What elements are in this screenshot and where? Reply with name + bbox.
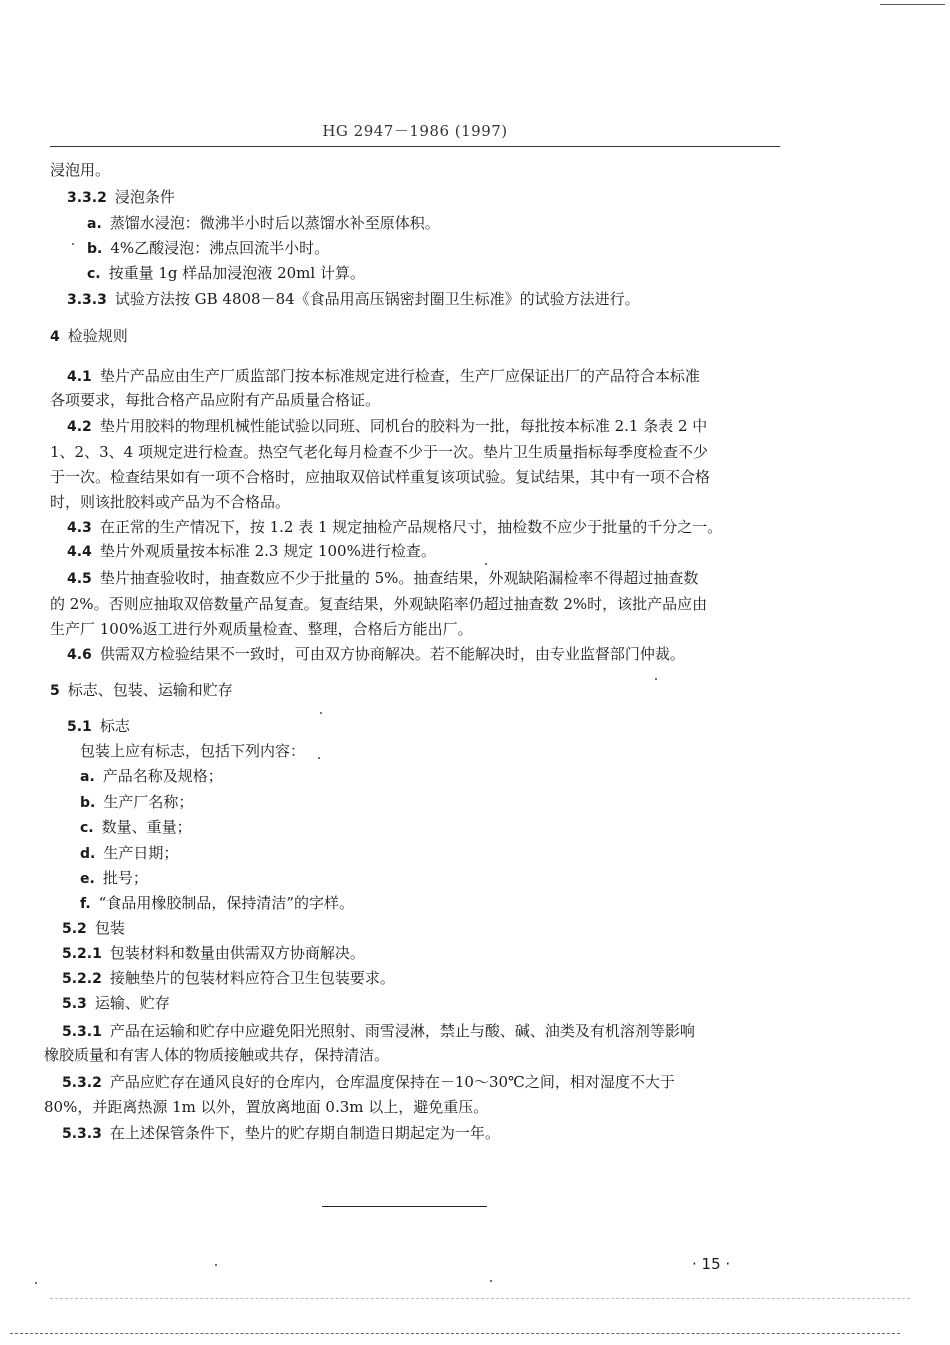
clause-number: 5.3 (62, 996, 87, 1012)
item-text: 按重量 1g 样品加浸泡液 20ml 计算。 (108, 264, 365, 282)
line-text: 橡胶质量和有害人体的物质接触或共存，保持清洁。 (44, 1046, 390, 1064)
clause-text: 在上述保管条件下，垫片的贮存期自制造日期起定为一年。 (109, 1124, 500, 1142)
item-text: 蒸馏水浸泡：微沸半小时后以蒸馏水补至原体积。 (109, 214, 440, 232)
line-text: 80%，并距离热源 1m 以外，置放离地面 0.3m 以上，避免重压。 (44, 1098, 489, 1116)
line-text: 于一次。检查结果如有一项不合格时，应抽取双倍试样重复该项试验。复试结果，其中有一项不合格 (50, 468, 711, 486)
clause-number: 4.3 (67, 520, 92, 536)
clause-number: 4.6 (67, 647, 92, 663)
scan-artifact (35, 1282, 37, 1284)
clause-text: 标志 (99, 717, 130, 735)
text-line (44, 1097, 488, 1117)
clause-4-4 (67, 541, 436, 562)
line-text: 1、2、3、4 项规定进行检查。热空气老化每月检查不少于一次。垫片卫生质量指标每季度检查不少 (50, 443, 708, 461)
clause-text: 运输、贮存 (94, 994, 170, 1012)
scan-artifact (72, 243, 74, 245)
text-line (50, 160, 110, 180)
line-text: 浸泡用。 (50, 161, 111, 179)
scan-artifact (880, 4, 945, 5)
list-item-f (80, 893, 354, 914)
item-text: 批号； (102, 869, 148, 887)
page-number: · 15 · (692, 1255, 731, 1273)
list-item-c (87, 263, 365, 284)
item-letter: a. (87, 216, 102, 232)
item-letter: b. (80, 795, 96, 811)
clause-number: 5.2 (62, 921, 87, 937)
list-item-a (87, 213, 440, 234)
scan-artifact (320, 712, 322, 714)
clause-number: 5.1 (67, 719, 92, 735)
section-number: 5 (50, 683, 60, 699)
section-title: 标志、包装、运输和贮存 (67, 681, 233, 699)
clause-text: 产品在运输和贮存中应避免阳光照射、雨雪浸淋，禁止与酸、碱、油类及有机溶剂等影响 (109, 1022, 695, 1040)
header-rule (50, 146, 780, 147)
clause-5-2-1 (62, 943, 365, 964)
scan-artifact (215, 1264, 217, 1266)
item-letter: d. (80, 846, 96, 862)
clause-text: 产品应贮存在通风良好的仓库内，仓库温度保持在－10～30℃之间，相对湿度不大于 (109, 1073, 675, 1091)
clause-5-1 (67, 716, 130, 737)
item-letter: f. (80, 896, 91, 912)
clause-text: 接触垫片的包装材料应符合卫生包装要求。 (109, 969, 395, 987)
clause-text: 试验方法按 GB 4808－84《食品用高压锅密封圈卫生标准》的试验方法进行。 (114, 290, 640, 308)
item-letter: a. (80, 769, 95, 785)
item-letter: b. (87, 241, 103, 257)
text-line (44, 1045, 389, 1065)
text-line (50, 619, 473, 639)
clause-5-3-2 (62, 1072, 675, 1093)
list-item-a (80, 766, 223, 787)
item-text: 生产日期； (103, 844, 179, 862)
clause-5-2-2 (62, 968, 395, 989)
clause-number: 3.3.3 (67, 292, 107, 308)
line-text: 包装上应有标志，包括下列内容： (80, 742, 306, 760)
clause-3-3-2 (67, 187, 175, 208)
item-text: 数量、重量； (101, 818, 192, 836)
scan-artifact (655, 678, 657, 680)
text-line (50, 390, 380, 410)
clause-5-3 (62, 993, 170, 1014)
line-text: 生产厂 100%返工进行外观质量检查、整理，合格后方能出厂。 (50, 620, 473, 638)
item-letter: c. (87, 266, 101, 282)
scan-artifact (50, 1298, 910, 1299)
clause-5-3-3 (62, 1123, 500, 1144)
clause-text: 垫片抽查验收时，抽查数应不少于批量的 5%。抽查结果，外观缺陷漏检率不得超过抽查数 (99, 569, 699, 587)
clause-4-1 (67, 366, 700, 387)
clause-number: 5.2.1 (62, 946, 102, 962)
text-line (50, 467, 710, 487)
clause-number: 5.2.2 (62, 971, 102, 987)
clause-text: 包装 (94, 919, 125, 937)
clause-4-5 (67, 568, 698, 589)
clause-number: 5.3.1 (62, 1024, 102, 1040)
clause-text: 浸泡条件 (114, 188, 175, 206)
list-item-c (80, 817, 192, 838)
section-number: 4 (50, 329, 60, 345)
scan-artifact (10, 1333, 900, 1334)
item-letter: c. (80, 820, 94, 836)
list-item-b (80, 792, 193, 813)
text-line (50, 442, 708, 462)
clause-number: 4.4 (67, 544, 92, 560)
section-title: 检验规则 (67, 327, 128, 345)
list-item-d (80, 843, 178, 864)
item-text: “食品用橡胶制品，保持清洁”的字样。 (98, 894, 354, 912)
clause-number: 5.3.3 (62, 1126, 102, 1142)
list-item-b (87, 238, 329, 259)
section-5-heading (50, 680, 233, 701)
end-of-text-rule (322, 1206, 487, 1207)
clause-number: 4.5 (67, 571, 92, 587)
standard-code-header: HG 2947－1986 (1997) (322, 122, 508, 140)
clause-number: 5.3.2 (62, 1075, 102, 1091)
line-text: 各项要求，每批合格产品应附有产品质量合格证。 (50, 391, 381, 409)
item-text: 产品名称及规格； (102, 767, 223, 785)
clause-number: 3.3.2 (67, 190, 107, 206)
line-text: 的 2%。否则应抽取双倍数量产品复查。复查结果，外观缺陷率仍超过抽查数 2%时，该批产品应由 (50, 595, 708, 613)
clause-4-6 (67, 644, 685, 665)
section-4-heading (50, 326, 128, 347)
clause-number: 4.1 (67, 369, 92, 385)
text-line (80, 741, 305, 761)
clause-text: 包装材料和数量由供需双方协商解决。 (109, 944, 365, 962)
text-line (50, 594, 707, 614)
clause-5-3-1 (62, 1021, 695, 1042)
clause-text: 垫片产品应由生产厂质监部门按本标准规定进行检查，生产厂应保证出厂的产品符合本标准 (99, 367, 700, 385)
item-text: 生产厂名称； (103, 793, 194, 811)
clause-text: 供需双方检验结果不一致时，可由双方协商解决。若不能解决时，由专业监督部门仲裁。 (99, 645, 685, 663)
scan-artifact (318, 757, 320, 759)
clause-text: 垫片用胶料的物理机械性能试验以同班、同机台的胶料为一批，每批按本标准 2.1 条表 2 中 (99, 417, 708, 435)
list-item-e (80, 868, 148, 889)
item-letter: e. (80, 871, 95, 887)
clause-4-3 (67, 517, 722, 538)
clause-number: 4.2 (67, 419, 92, 435)
scan-artifact (485, 563, 487, 565)
item-text: 4%乙酸浸泡：沸点回流半小时。 (110, 239, 330, 257)
clause-3-3-3 (67, 289, 640, 310)
clause-4-2 (67, 416, 707, 437)
scan-artifact (490, 1280, 492, 1282)
text-line (50, 492, 290, 512)
clause-text: 在正常的生产情况下，按 1.2 表 1 规定抽检产品规格尺寸，抽检数不应少于批量的千分之一。 (99, 518, 723, 536)
clause-text: 垫片外观质量按本标准 2.3 规定 100%进行检查。 (99, 542, 436, 560)
clause-5-2 (62, 918, 125, 939)
line-text: 时，则该批胶料或产品为不合格品。 (50, 493, 291, 511)
